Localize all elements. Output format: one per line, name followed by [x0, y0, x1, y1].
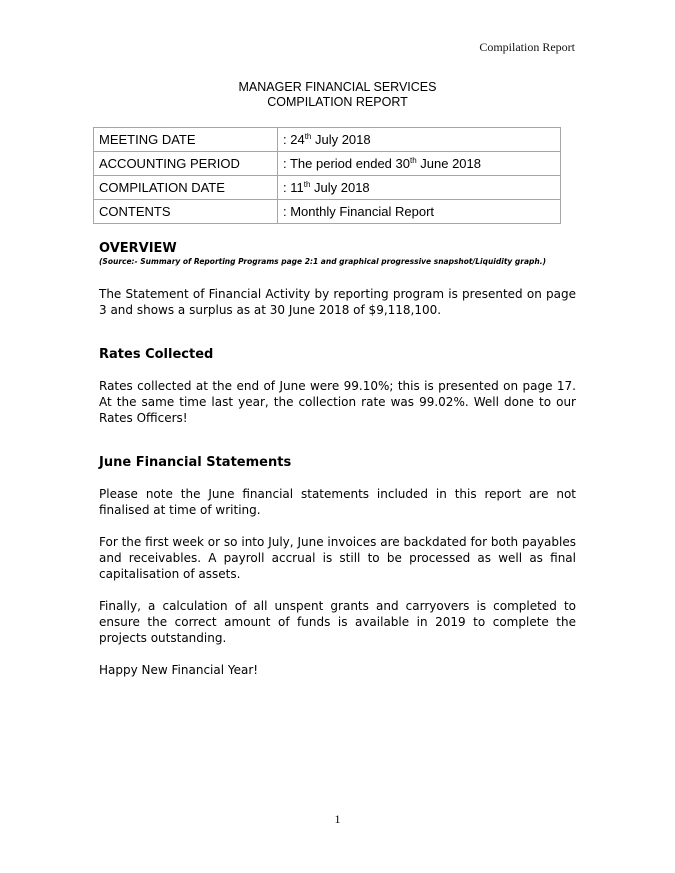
rates-paragraph: Rates collected at the end of June were 99.10%; this is presented on page 17. At the same time last year, the collection rate was 99.02%. Well done to our Rates Officers! — [99, 379, 576, 425]
table-row — [94, 128, 561, 152]
compilation-date-value: : 11th July 2018 — [278, 176, 561, 200]
contents-label: CONTENTS — [94, 200, 278, 224]
table-row — [94, 200, 561, 224]
overview-heading: OVERVIEW — [99, 241, 177, 256]
overview-source-note: (Source:- Summary of Reporting Programs page 2:1 and graphical progressive snapshot/Liquidity graph.) — [99, 257, 547, 266]
closing-line: Happy New Financial Year! — [99, 663, 259, 677]
table-row — [94, 176, 561, 200]
running-header: Compilation Report — [479, 40, 575, 54]
accounting-period-label: ACCOUNTING PERIOD — [94, 152, 278, 176]
meeting-date-label: MEETING DATE — [94, 128, 278, 152]
accounting-period-value: : The period ended 30th June 2018 — [278, 152, 561, 176]
report-title — [0, 80, 675, 110]
overview-paragraph: The Statement of Financial Activity by reporting program is presented on page 3 and shows a surplus as at 30 June 2018 of $9,118,100. — [99, 287, 576, 317]
page-number: 1 — [334, 812, 341, 826]
june-paragraph-1: Please note the June financial statements included in this report are not finalised at time of writing. — [99, 487, 576, 517]
june-paragraph-2: For the first week or so into July, June invoices are backdated for both payables and receivables. A payroll accrual is still to be processed as well as final capitalisation of assets. — [99, 535, 576, 581]
title-line-2: COMPILATION REPORT — [267, 95, 408, 109]
compilation-date-label: COMPILATION DATE — [94, 176, 278, 200]
title-line-1: MANAGER FINANCIAL SERVICES — [238, 80, 437, 94]
june-heading: June Financial Statements — [99, 455, 292, 470]
contents-value: : Monthly Financial Report — [278, 200, 561, 224]
rates-heading: Rates Collected — [99, 347, 214, 362]
june-paragraph-3: Finally, a calculation of all unspent grants and carryovers is completed to ensure the correct amount of funds is available in 2019 to complete the projects outstanding. — [99, 599, 576, 645]
meeting-date-value: : 24th July 2018 — [278, 128, 561, 152]
report-body — [99, 240, 576, 694]
table-row — [94, 152, 561, 176]
meeting-details-table — [93, 127, 561, 224]
